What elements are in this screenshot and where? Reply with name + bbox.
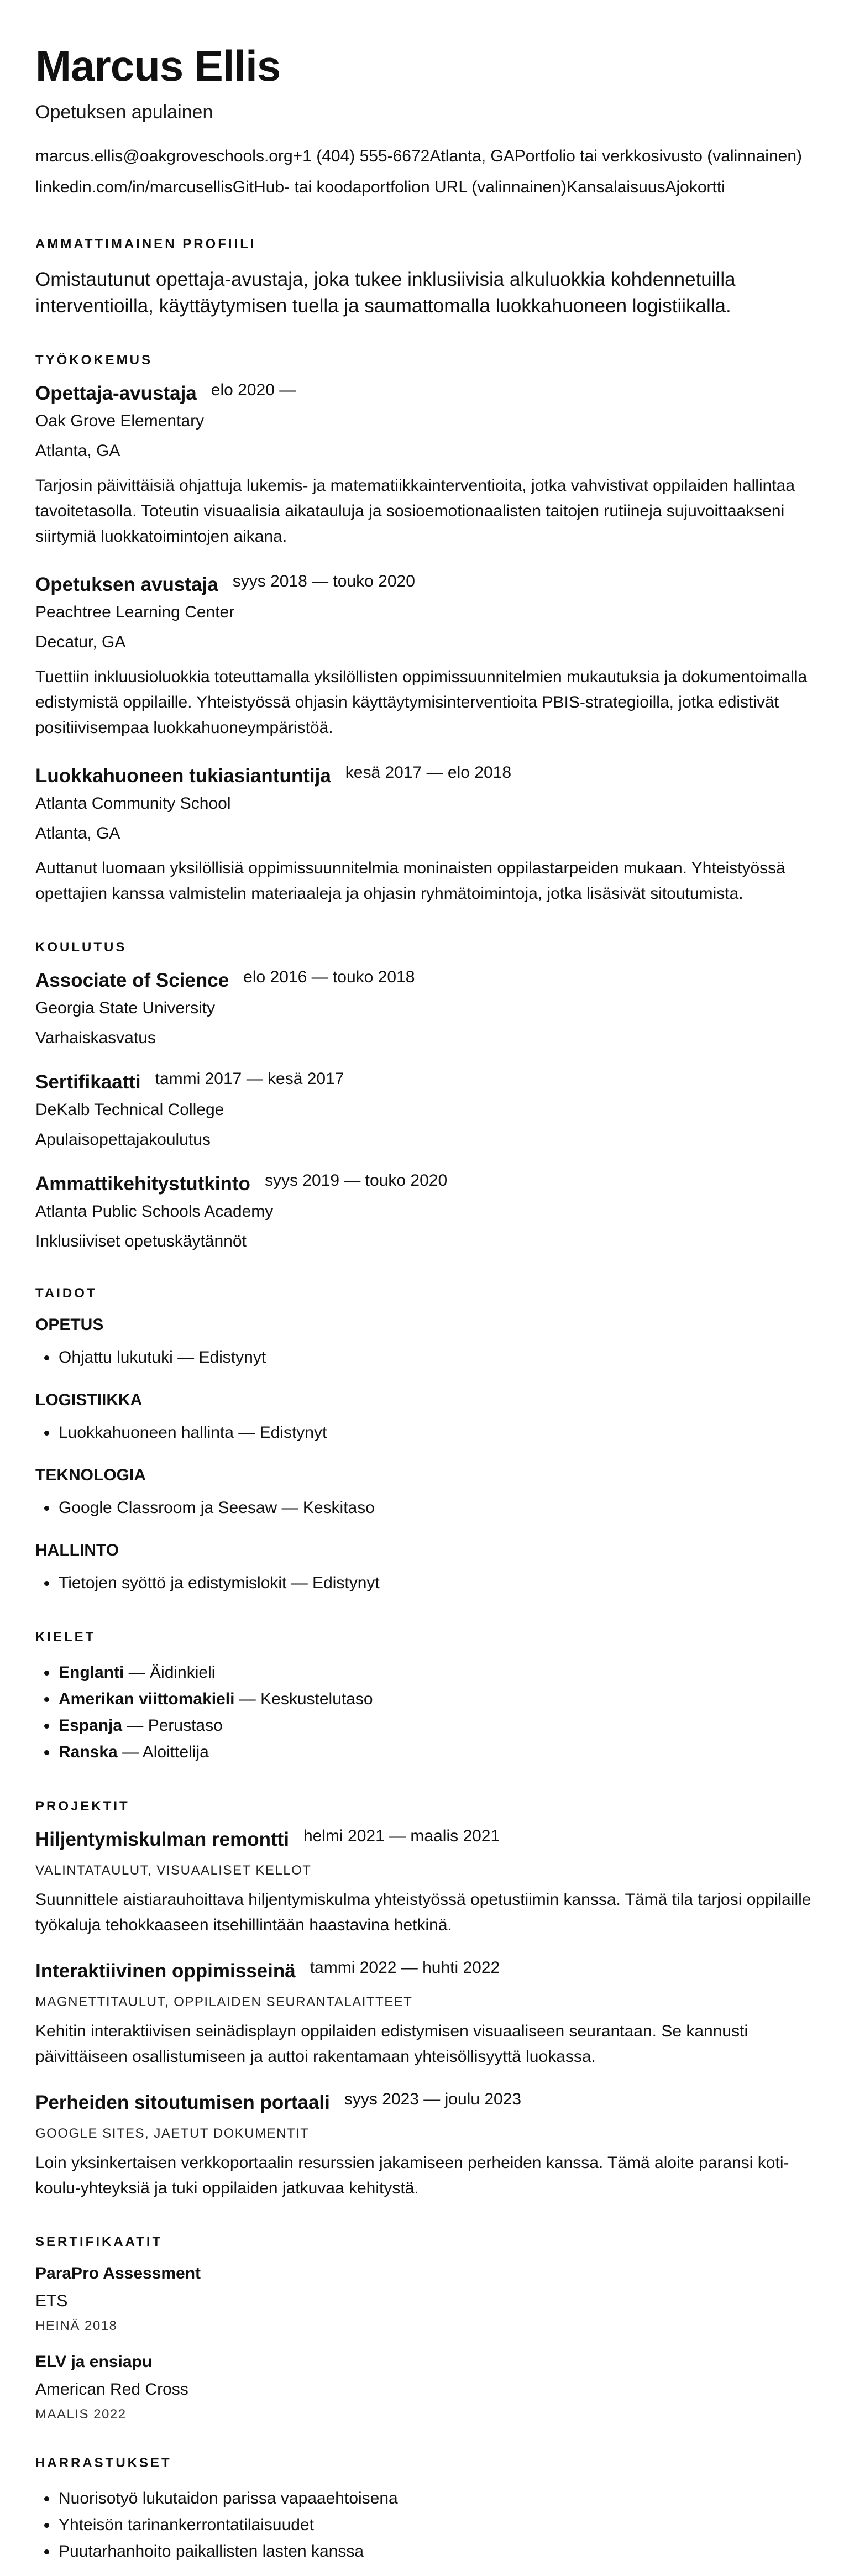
contact-block [35, 141, 814, 203]
experience-entry [35, 574, 814, 741]
school-name: Atlanta Public Schools Academy [35, 1202, 274, 1221]
project-description: Loin yksinkertaisen verkkoportaalin resurssien jakamiseen perheiden kanssa. Tämä aloite paransi koti-koulu-yhteyksiä ja tuki oppilaiden jatkuvaa kehitystä. [35, 2154, 789, 2197]
contact-phone[interactable]: +1 (404) 555-6672 [292, 147, 430, 165]
language-item [57, 1713, 814, 1739]
degree-title: Associate of Science [35, 970, 229, 991]
hobby-item: • Puutarhanhoito paikallisten lasten kanssa [57, 2538, 814, 2565]
profile-text: Omistautunut opettaja-avustaja, joka tukee inklusiivisia alkuluokkia kohdennetuilla interventioilla, käyttäytymisen tuella ja saumattomalla luokkahuoneen logistiikalla. [35, 269, 736, 317]
project-dates: syys 2023 — joulu 2023 [344, 2090, 522, 2108]
contact-linkedin[interactable]: linkedin.com/in/marcusellis [35, 178, 233, 196]
experience-section [35, 353, 814, 907]
candidate-role: Opetuksen apulainen [35, 102, 213, 123]
job-description: Auttanut luomaan yksilöllisiä oppimissuunnitelmia moninaisten oppilastarpeiden mukaan. Yhteistyössä opettajien kanssa valmistelin materiaaleja ja ohjasin ryhmätoimintoja, jotka lisäsivät sitoutumista. [35, 859, 785, 903]
project-title: Interaktiivinen oppimisseinä [35, 1960, 296, 1982]
job-title: Opetuksen avustaja [35, 574, 218, 595]
project-description: Kehitin interaktiivisen seinädisplayn oppilaiden edistymisen visuaaliseen seurantaan. Se kannusti päivittäiseen osallistumiseen ja auttoi rakentamaan yhteisöllisyyttä luokassa. [35, 2022, 748, 2066]
skill-group [35, 1316, 814, 1371]
language-level: — Aloittelija [117, 1743, 209, 1761]
job-title: Luokkahuoneen tukiasiantuntija [35, 765, 331, 787]
job-employer: Atlanta Community School [35, 794, 231, 813]
language-item [57, 1739, 814, 1766]
project-description: Suunnittele aistiarauhoittava hiljentymiskulma yhteistyössä opetustiimin kanssa. Tämä tila tarjosi oppilaille työkaluja tehokkaaseen itsehillintään haastavina hetkinä. [35, 1891, 811, 1934]
skill-group-title: LOGISTIIKKA [35, 1391, 143, 1409]
project-title: Perheiden sitoutumisen portaali [35, 2092, 330, 2113]
contact-citizenship: Kansalaisuus [567, 178, 665, 196]
degree-dates: syys 2019 — touko 2020 [264, 1171, 448, 1190]
job-location: Atlanta, GA [35, 824, 120, 842]
skill-group-title: HALLINTO [35, 1541, 119, 1559]
education-entry [35, 1071, 814, 1151]
certification-issuer: ETS [35, 2292, 68, 2310]
contact-email[interactable]: marcus.ellis@oakgroveschools.org [35, 147, 293, 165]
experience-heading: TYÖKOKEMUS [35, 353, 153, 368]
certification-date: MAALIS 2022 [35, 2407, 127, 2422]
certifications-heading: SERTIFIKAATIT [35, 2234, 163, 2249]
school-name: DeKalb Technical College [35, 1101, 224, 1119]
job-dates: elo 2020 — [211, 381, 296, 399]
project-entry [35, 2092, 814, 2201]
languages-heading: KIELET [35, 1630, 96, 1645]
degree-title: Sertifikaatti [35, 1071, 141, 1093]
hobby-item: • Yhteisön tarinankerrontatilaisuudet [57, 2512, 814, 2538]
education-heading: KOULUTUS [35, 940, 127, 955]
project-tags: GOOGLE SITES, JAETUT DOKUMENTIT [35, 2126, 310, 2141]
skill-group [35, 1391, 814, 1446]
project-title: Hiljentymiskulman remontti [35, 1829, 289, 1850]
contact-location: Atlanta, GA [429, 147, 515, 165]
contact-portfolio[interactable]: Portfolio tai verkkosivusto (valinnainen) [514, 147, 803, 165]
contact-license: Ajokortti [665, 178, 725, 196]
language-level: — Äidinkieli [124, 1663, 216, 1682]
field-of-study: Inklusiiviset opetuskäytännöt [35, 1232, 247, 1250]
school-name: Georgia State University [35, 999, 216, 1017]
job-location: Atlanta, GA [35, 442, 120, 460]
education-entry [35, 1173, 814, 1253]
language-item [57, 1659, 814, 1686]
certification-entry [35, 2353, 814, 2422]
contact-github[interactable]: GitHub- tai koodaportfolion URL (valinnainen) [232, 178, 567, 196]
experience-entry [35, 765, 814, 907]
job-description: Tuettiin inkluusioluokkia toteuttamalla yksilöllisten oppimissuunnitelmien mukautuksia ja dokumentoimalla edistymistä oppilaille. Yhteistyössä ohjasin käyttäytymisinterventioita PBIS-strategioilla, jotka edistivät positiivisempaa luokkahuoneympäristöä. [35, 668, 808, 737]
projects-heading: PROJEKTIT [35, 1799, 130, 1814]
job-employer: Peachtree Learning Center [35, 603, 235, 621]
skill-group [35, 1466, 814, 1521]
skill-item: • Tietojen syöttö ja edistymislokit — Edistynyt [57, 1570, 814, 1596]
languages-section [35, 1630, 814, 1766]
skill-group-title: OPETUS [35, 1316, 104, 1334]
project-dates: tammi 2022 — huhti 2022 [310, 1959, 500, 1977]
project-entry [35, 1960, 814, 2070]
skill-group-title: TEKNOLOGIA [35, 1466, 146, 1484]
language-name: Ranska [59, 1743, 118, 1761]
hobbies-list [35, 2485, 814, 2565]
language-name: Amerikan viittomakieli [59, 1690, 235, 1708]
project-dates: helmi 2021 — maalis 2021 [303, 1827, 500, 1845]
job-employer: Oak Grove Elementary [35, 412, 205, 430]
field-of-study: Varhaiskasvatus [35, 1029, 156, 1047]
skill-item: • Google Classroom ja Seesaw — Keskitaso [57, 1495, 814, 1521]
skill-group [35, 1541, 814, 1596]
project-tags: VALINTATAULUT, VISUAALISET KELLOT [35, 1863, 312, 1878]
education-entry [35, 970, 814, 1049]
certifications-section [35, 2234, 814, 2422]
certification-issuer: American Red Cross [35, 2380, 188, 2399]
skill-item: • Luokkahuoneen hallinta — Edistynyt [57, 1420, 814, 1446]
language-name: Englanti [59, 1663, 124, 1682]
job-location: Decatur, GA [35, 633, 126, 651]
experience-entry [35, 383, 814, 549]
job-dates: kesä 2017 — elo 2018 [345, 763, 512, 782]
profile-heading: AMMATTIMAINEN PROFIILI [35, 237, 256, 252]
field-of-study: Apulaisopettajakoulutus [35, 1130, 211, 1149]
certification-name: ParaPro Assessment [35, 2264, 201, 2282]
project-entry [35, 1829, 814, 1938]
skill-item: • Ohjattu lukutuki — Edistynyt [57, 1344, 814, 1371]
skills-section [35, 1286, 814, 1596]
hobbies-section [35, 2455, 814, 2565]
projects-section [35, 1799, 814, 2201]
certification-name: ELV ja ensiapu [35, 2353, 153, 2371]
candidate-name: Marcus Ellis [35, 41, 281, 90]
hobbies-heading: HARRASTUKSET [35, 2455, 172, 2470]
degree-title: Ammattikehitystutkinto [35, 1173, 250, 1195]
language-level: — Perustaso [122, 1716, 223, 1735]
language-item [57, 1686, 814, 1713]
profile-section [35, 237, 814, 320]
skills-heading: TAIDOT [35, 1286, 97, 1301]
job-title: Opettaja-avustaja [35, 383, 197, 404]
language-name: Espanja [59, 1716, 123, 1735]
job-dates: syys 2018 — touko 2020 [232, 572, 415, 590]
language-level: — Keskustelutaso [234, 1690, 373, 1708]
certification-entry [35, 2264, 814, 2334]
certification-date: HEINÄ 2018 [35, 2318, 118, 2333]
languages-list [35, 1659, 814, 1766]
project-tags: MAGNETTITAULUT, OPPILAIDEN SEURANTALAITTEET [35, 1994, 413, 2009]
degree-dates: elo 2016 — touko 2018 [243, 968, 415, 986]
job-description: Tarjosin päivittäisiä ohjattuja lukemis- ja matematiikkainterventioita, jotka vahvistivat oppilaiden hallintaa tavoitetasolla. Toteutin visuaalisia aikatauluja ja sosioemotionaalisten taitojen rutiineja sujuvoittaakseni siirtymiä luokkatoimintojen aikana. [35, 477, 795, 546]
hobby-item: • Nuorisotyö lukutaidon parissa vapaaehtoisena [57, 2485, 814, 2512]
education-section [35, 940, 814, 1253]
degree-dates: tammi 2017 — kesä 2017 [155, 1070, 344, 1088]
